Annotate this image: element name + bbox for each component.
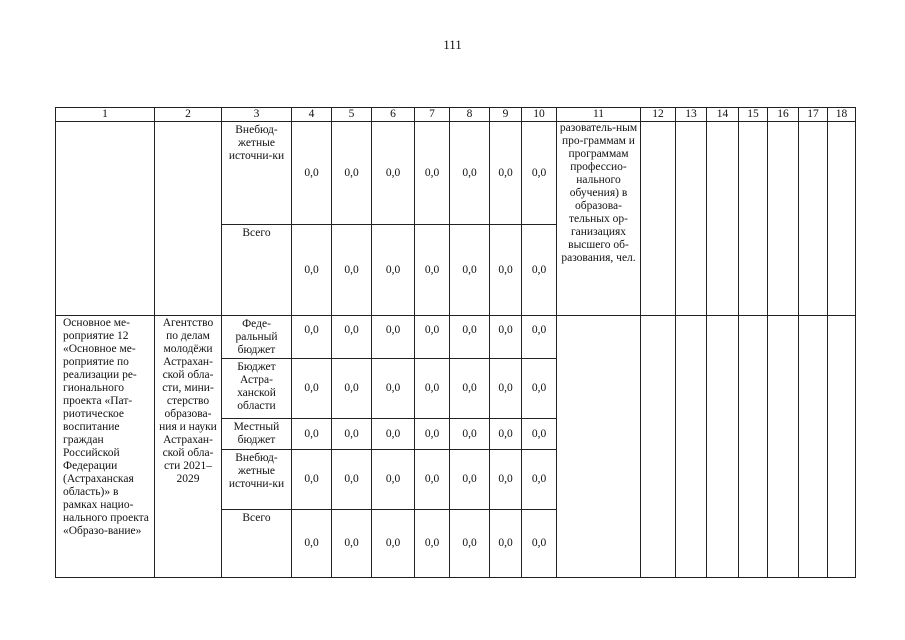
funding-source: Внебюд-жетные источни-ки — [222, 450, 292, 510]
column-number-row — [56, 108, 856, 122]
empty-cell — [739, 316, 768, 578]
value-cell: 0,0 — [522, 359, 557, 419]
value-cell: 0,0 — [415, 225, 450, 316]
col-number: 13 — [676, 108, 707, 122]
indicator-text: разователь-ным про-граммам и программам профессио-нального обучения) в образова-тельных ор-ганизациях высшего об-разования, чел. — [557, 122, 641, 316]
funding-source: Всего — [222, 225, 292, 316]
empty-cell — [768, 122, 799, 316]
funding-source: Бюджет Астра-ханской области — [222, 359, 292, 419]
value-cell: 0,0 — [490, 225, 522, 316]
value-cell: 0,0 — [372, 510, 415, 578]
value-cell: 0,0 — [372, 316, 415, 359]
value-cell: 0,0 — [522, 510, 557, 578]
value-cell: 0,0 — [450, 316, 490, 359]
col-number: 17 — [799, 108, 828, 122]
value-cell: 0,0 — [522, 419, 557, 450]
value-cell: 0,0 — [332, 225, 372, 316]
value-cell: 0,0 — [450, 419, 490, 450]
empty-cell — [828, 122, 856, 316]
empty-cell — [799, 316, 828, 578]
value-cell: 0,0 — [450, 510, 490, 578]
value-cell: 0,0 — [415, 122, 450, 225]
empty-cell — [707, 316, 739, 578]
col-number: 6 — [372, 108, 415, 122]
value-cell: 0,0 — [372, 450, 415, 510]
value-cell: 0,0 — [415, 419, 450, 450]
col-number: 1 — [56, 108, 155, 122]
value-cell: 0,0 — [332, 510, 372, 578]
value-cell: 0,0 — [450, 359, 490, 419]
col-number: 9 — [490, 108, 522, 122]
value-cell: 0,0 — [490, 122, 522, 225]
budget-table — [55, 107, 856, 578]
table-row — [56, 316, 856, 359]
empty-cell — [799, 122, 828, 316]
value-cell: 0,0 — [450, 450, 490, 510]
value-cell: 0,0 — [450, 225, 490, 316]
funding-source: Феде-ральный бюджет — [222, 316, 292, 359]
value-cell: 0,0 — [372, 122, 415, 225]
empty-cell — [641, 316, 676, 578]
funding-source: Всего — [222, 510, 292, 578]
empty-event-cell — [56, 122, 155, 316]
event-name: Основное ме-роприятие 12 «Основное ме-роприятие по реализации ре-гионального проекта «Пат-риотическое воспитание граждан Российской Федерации (Астраханская область)» в рамках нацио-нального проекта «Образо-вание» — [56, 316, 155, 578]
empty-indicator-cell — [557, 316, 641, 578]
value-cell: 0,0 — [332, 122, 372, 225]
value-cell: 0,0 — [372, 419, 415, 450]
col-number: 15 — [739, 108, 768, 122]
col-number: 11 — [557, 108, 641, 122]
value-cell: 0,0 — [415, 316, 450, 359]
value-cell: 0,0 — [522, 122, 557, 225]
col-number: 2 — [155, 108, 222, 122]
value-cell: 0,0 — [292, 510, 332, 578]
value-cell: 0,0 — [332, 316, 372, 359]
value-cell: 0,0 — [372, 359, 415, 419]
col-number: 5 — [332, 108, 372, 122]
value-cell: 0,0 — [332, 419, 372, 450]
table-row — [56, 122, 856, 225]
value-cell: 0,0 — [332, 450, 372, 510]
empty-cell — [676, 122, 707, 316]
value-cell: 0,0 — [522, 450, 557, 510]
value-cell: 0,0 — [292, 450, 332, 510]
empty-cell — [641, 122, 676, 316]
col-number: 7 — [415, 108, 450, 122]
value-cell: 0,0 — [332, 359, 372, 419]
col-number: 14 — [707, 108, 739, 122]
col-number: 12 — [641, 108, 676, 122]
value-cell: 0,0 — [490, 510, 522, 578]
page-number: 111 — [443, 37, 462, 52]
value-cell: 0,0 — [415, 510, 450, 578]
col-number: 3 — [222, 108, 292, 122]
empty-cell — [707, 122, 739, 316]
value-cell: 0,0 — [372, 225, 415, 316]
empty-executor-cell — [155, 122, 222, 316]
value-cell: 0,0 — [415, 450, 450, 510]
value-cell: 0,0 — [292, 316, 332, 359]
value-cell: 0,0 — [292, 122, 332, 225]
col-number: 4 — [292, 108, 332, 122]
value-cell: 0,0 — [522, 225, 557, 316]
empty-cell — [676, 316, 707, 578]
value-cell: 0,0 — [490, 450, 522, 510]
col-number: 8 — [450, 108, 490, 122]
value-cell: 0,0 — [292, 359, 332, 419]
value-cell: 0,0 — [490, 419, 522, 450]
value-cell: 0,0 — [522, 316, 557, 359]
empty-cell — [768, 316, 799, 578]
value-cell: 0,0 — [450, 122, 490, 225]
funding-source: Местный бюджет — [222, 419, 292, 450]
col-number: 18 — [828, 108, 856, 122]
value-cell: 0,0 — [292, 419, 332, 450]
value-cell: 0,0 — [490, 316, 522, 359]
empty-cell — [828, 316, 856, 578]
value-cell: 0,0 — [490, 359, 522, 419]
col-number: 16 — [768, 108, 799, 122]
value-cell: 0,0 — [292, 225, 332, 316]
executor: Агентство по делам молодёжи Астрахан-ской обла-сти, мини-стерство образова-ния и науки Астрахан-ской обла-сти 2021–2029 — [155, 316, 222, 578]
value-cell: 0,0 — [415, 359, 450, 419]
empty-cell — [739, 122, 768, 316]
funding-source: Внебюд-жетные источни-ки — [222, 122, 292, 225]
col-number: 10 — [522, 108, 557, 122]
